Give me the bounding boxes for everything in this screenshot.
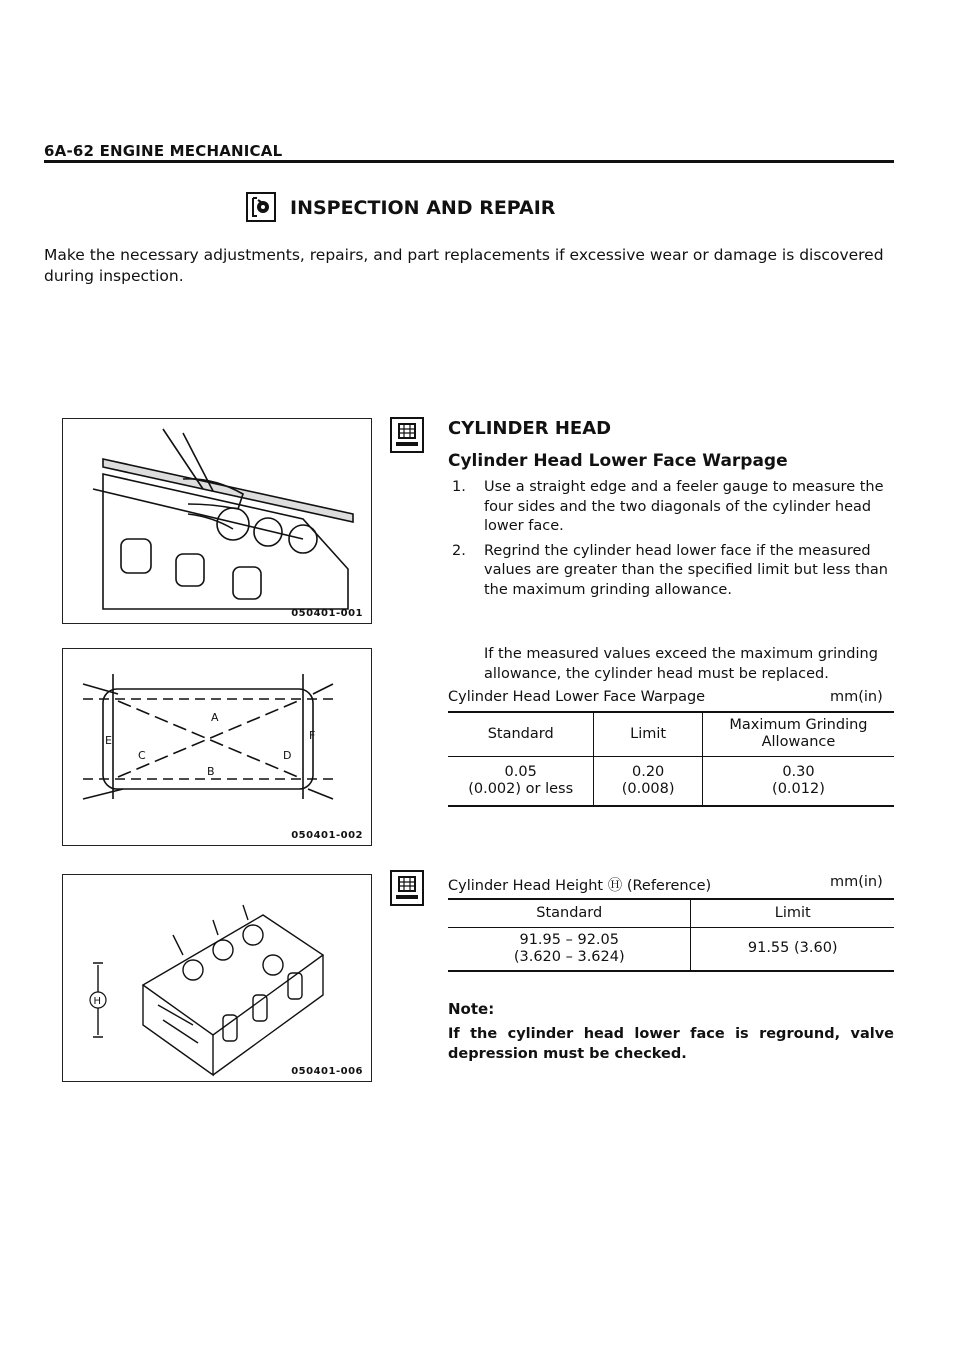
figure-measurement-points [62, 648, 372, 846]
height-table-caption: Cylinder Head Height Ⓗ (Reference) [448, 878, 712, 894]
inspection-icon [246, 192, 276, 222]
table-header: Limit [691, 899, 894, 927]
step-text: Regrind the cylinder head lower face if the measured values are greater than the specified limit but less than the maximum grinding allowance. [484, 542, 888, 598]
height-table [448, 898, 894, 972]
measurement-diagram [63, 649, 370, 844]
figure-head-height [62, 874, 372, 1082]
replacement-paragraph: If the measured values exceed the maximum grinding allowance, the cylinder head must be replaced. [484, 646, 878, 682]
table-cell: 0.30 (0.012) [702, 756, 894, 806]
section-title: INSPECTION AND REPAIR [290, 197, 556, 219]
table-header: Maximum Grinding Allowance [702, 712, 894, 756]
figure-straight-edge [62, 418, 372, 624]
label-h: H [93, 996, 102, 1007]
figure-id: 050401-001 [291, 608, 363, 619]
figure-id: 050401-006 [291, 1066, 363, 1077]
cylinder-head-heading: CYLINDER HEAD [448, 418, 612, 439]
warpage-table [448, 711, 894, 807]
table-header: Limit [594, 712, 703, 756]
warpage-table-caption: Cylinder Head Lower Face Warpage [448, 689, 706, 705]
table-header: Standard [448, 899, 691, 927]
step-item [452, 478, 894, 537]
cylinder-head-icon [390, 417, 424, 453]
procedure-steps [452, 478, 894, 605]
header-rule [44, 160, 894, 163]
label-d: D [283, 749, 292, 762]
step-number: 2. [452, 542, 466, 559]
label-c: C [138, 749, 146, 762]
table-cell: 91.55 (3.60) [691, 927, 894, 971]
note-label: Note: [448, 1000, 495, 1018]
table-cell: 0.20 (0.008) [594, 756, 703, 806]
straight-edge-illustration [63, 419, 370, 622]
note-text: If the cylinder head lower face is reground, valve depression must be checked. [448, 1026, 894, 1062]
height-table-units: mm(in) [830, 874, 883, 890]
cylinder-head-icon [390, 870, 424, 906]
table-header: Standard [448, 712, 594, 756]
step-number: 1. [452, 479, 466, 495]
page-header-title: 6A-62 ENGINE MECHANICAL [44, 142, 283, 160]
head-height-illustration [63, 875, 370, 1080]
warpage-heading: Cylinder Head Lower Face Warpage [448, 451, 788, 471]
label-a: A [211, 711, 219, 724]
table-cell: 0.05 (0.002) or less [448, 756, 594, 806]
step-text: Use a straight edge and a feeler gauge to measure the four sides and the two diagonals of the cylinder head lower face. [484, 479, 884, 534]
intro-paragraph: Make the necessary adjustments, repairs, and part replacements if excessive wear or damage is discovered during inspection. [44, 246, 884, 285]
step-item [452, 542, 894, 601]
label-b: B [207, 765, 215, 778]
label-e: E [105, 734, 112, 747]
figure-id: 050401-002 [291, 830, 363, 841]
warpage-table-units: mm(in) [830, 689, 883, 705]
label-f: F [309, 729, 316, 742]
table-cell: 91.95 – 92.05 (3.620 – 3.624) [448, 927, 691, 971]
